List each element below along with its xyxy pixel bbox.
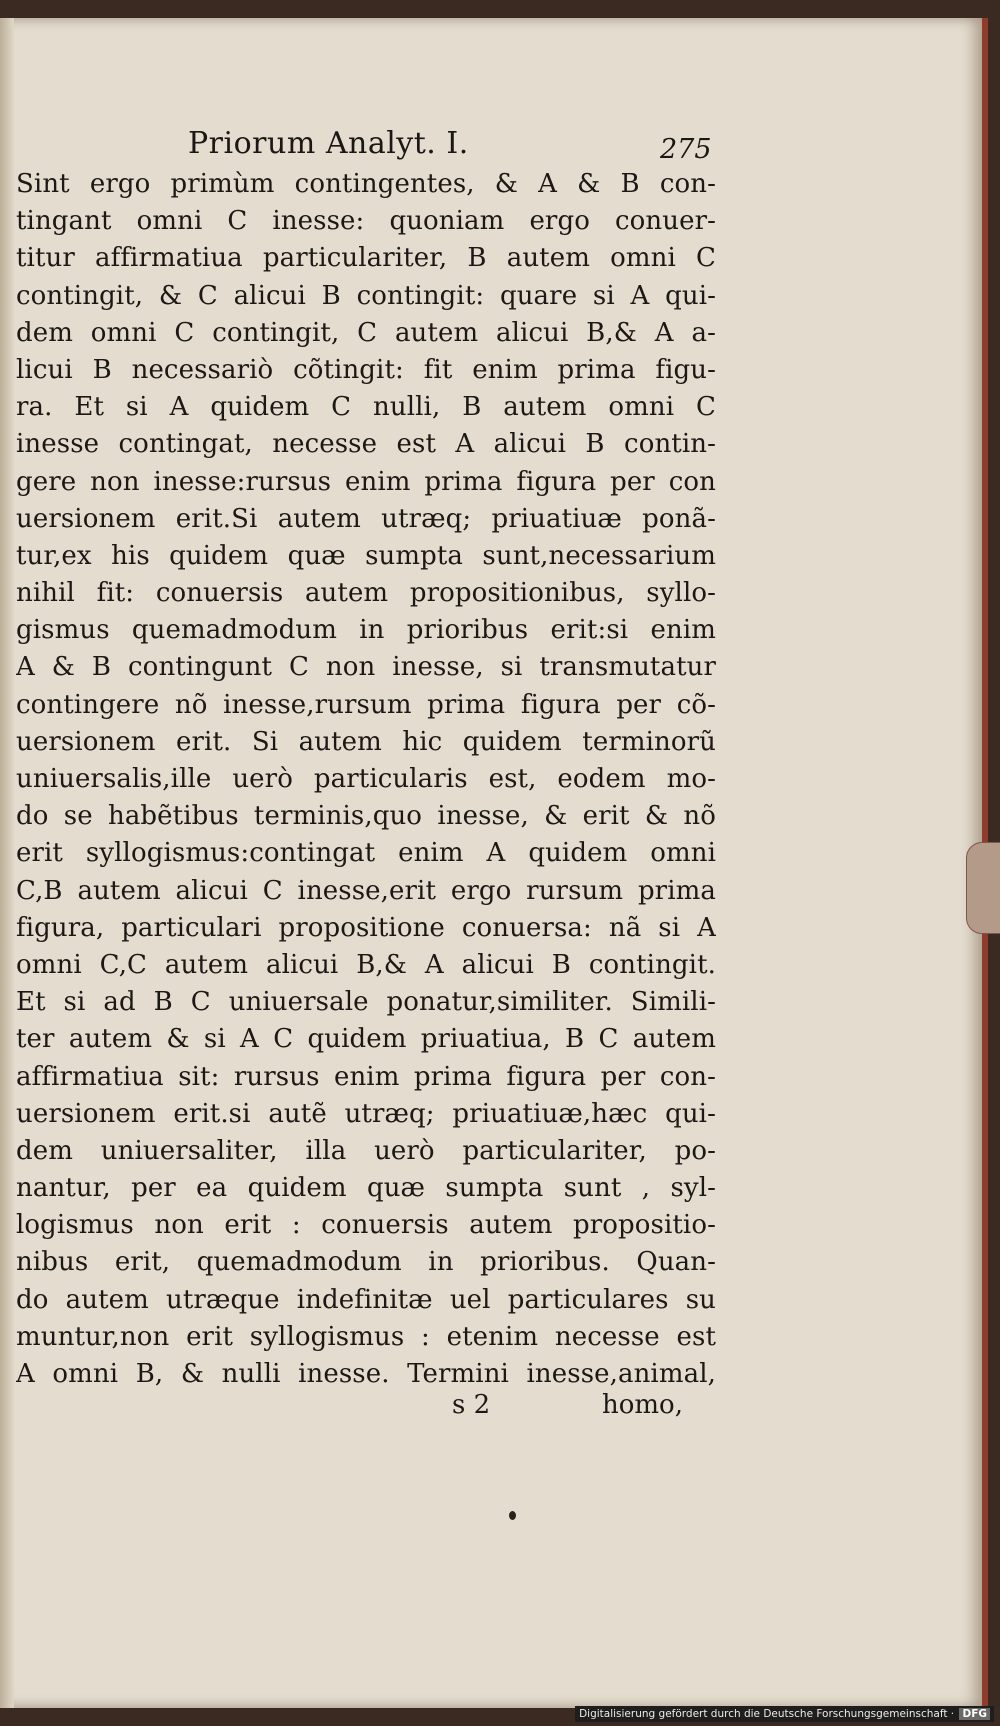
book-page xyxy=(0,18,988,1708)
text-line: C,B autem alicui C inesse,erit ergo rursum prima xyxy=(16,875,716,906)
text-line: uersionem erit.si autẽ utræq; priuatiuæ,hæc qui- xyxy=(16,1098,716,1129)
text-line: figura, particulari propositione conuersa: nã si A xyxy=(16,912,716,943)
text-line: titur affirmatiua particulariter, B autem omni C xyxy=(16,243,716,274)
text-line: Et si ad B C uniuersale ponatur,similiter. Simili- xyxy=(16,987,716,1018)
text-line: uersionem erit.Si autem utræq; priuatiuæ ponã- xyxy=(16,503,716,534)
signature-mark: s 2 xyxy=(452,1390,491,1420)
text-line: erit syllogismus:contingat enim A quidem omni xyxy=(16,838,716,869)
text-line: do se habẽtibus terminis,quo inesse, & erit & nõ xyxy=(16,801,716,832)
text-line: ter autem & si A C quidem priuatiua, B C autem xyxy=(16,1024,716,1055)
page-footer xyxy=(0,1390,982,1430)
text-line: gismus quemadmodum in prioribus erit:si enim xyxy=(16,615,716,646)
text-line: ra. Et si A quidem C nulli, B autem omni C xyxy=(16,392,716,423)
text-line: dem uniuersaliter, illa uerò particulariter, po- xyxy=(16,1135,716,1166)
text-line: dem omni C contingit, C autem alicui B,& A a- xyxy=(16,317,716,348)
text-line: omni C,C autem alicui B,& A alicui B contingit. xyxy=(16,949,716,980)
text-line: gere non inesse:rursus enim prima figura per con xyxy=(16,466,716,497)
text-line: muntur,non erit syllogismus : etenim necesse est xyxy=(16,1321,716,1352)
text-line: contingit, & C alicui B contingit: quare si A qui- xyxy=(16,280,716,311)
body-text xyxy=(16,166,716,1393)
text-line: contingere nõ inesse,rursum prima figura per cõ- xyxy=(16,689,716,720)
text-line: inesse contingat, necesse est A alicui B contin- xyxy=(16,429,716,460)
text-line: affirmatiua sit: rursus enim prima figura per con- xyxy=(16,1061,716,1092)
text-line: logismus non erit : conuersis autem propositio- xyxy=(16,1210,716,1241)
text-line: Sint ergo primùm contingentes, & A & B con- xyxy=(16,169,716,199)
clasp-tab xyxy=(966,842,1000,934)
page-gutter xyxy=(0,18,14,1708)
running-head xyxy=(0,126,982,166)
catchword: homo, xyxy=(602,1390,683,1420)
text-line: do autem utræque indefinitæ uel particulares su xyxy=(16,1284,716,1315)
running-head-title: Priorum Analyt. I. xyxy=(188,126,469,161)
text-line: tur,ex his quidem quæ sumpta sunt,necessarium xyxy=(16,540,716,571)
text-line: nibus erit, quemadmodum in prioribus. Quan- xyxy=(16,1247,716,1278)
text-line: nihil fit: conuersis autem propositionibus, syllo- xyxy=(16,578,716,609)
text-line: licui B necessariò cõtingit: fit enim prima figu- xyxy=(16,354,716,385)
ink-dot xyxy=(509,1511,516,1520)
dfg-logo: DFG xyxy=(959,1708,990,1720)
text-line: A & B contingunt C non inesse, si transmutatur xyxy=(16,652,716,683)
text-line: A omni B, & nulli inesse. Termini inesse,animal, xyxy=(16,1359,716,1389)
text-line: uniuersalis,ille uerò particularis est, eodem mo- xyxy=(16,764,716,794)
credit-text: Digitalisierung gefördert durch die Deutsche Forschungsgemeinschaft · xyxy=(579,1708,955,1720)
text-line: uersionem erit. Si autem hic quidem terminorũ xyxy=(16,726,716,757)
page-number: 275 xyxy=(660,134,712,165)
digitization-credit xyxy=(575,1706,994,1722)
text-line: tingant omni C inesse: quoniam ergo conuer- xyxy=(16,206,716,237)
text-line: nantur, per ea quidem quæ sumpta sunt , syl- xyxy=(16,1173,716,1204)
